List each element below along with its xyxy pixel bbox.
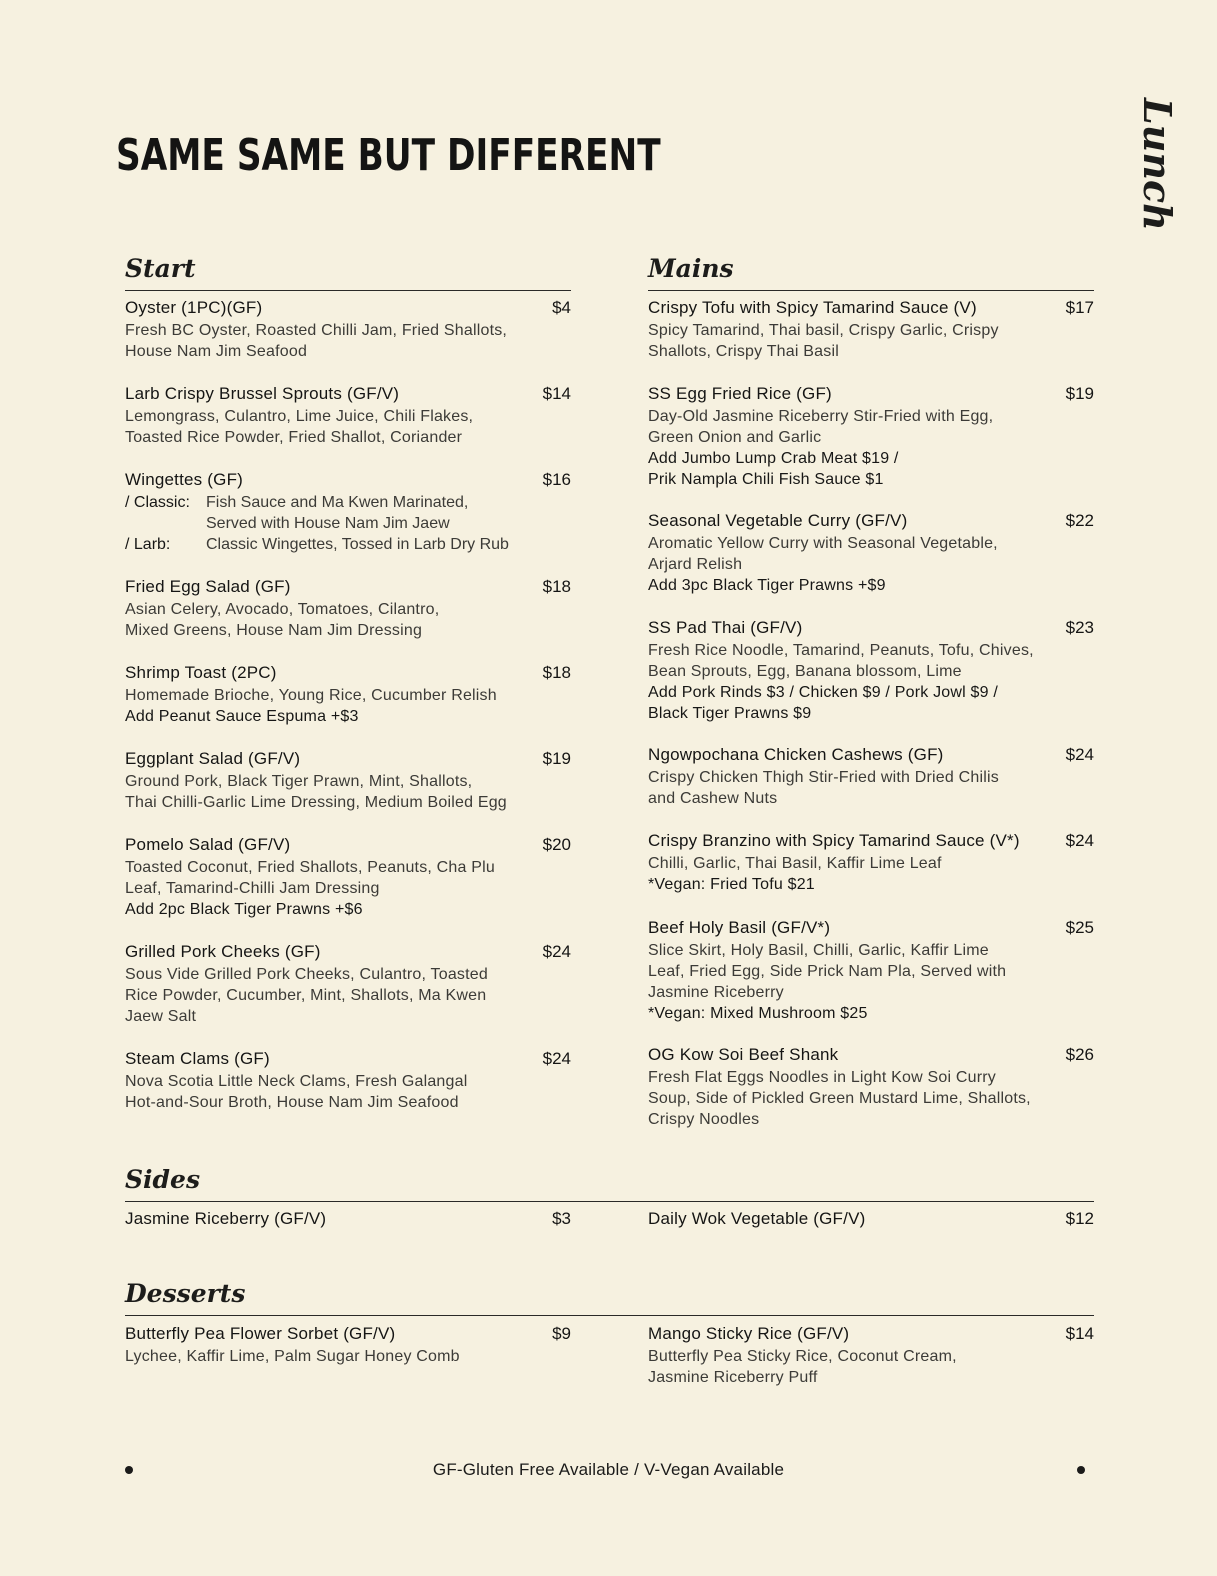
item-name: SS Egg Fried Rice (GF) — [648, 384, 832, 403]
item-price: $23 — [1065, 618, 1094, 637]
item-price: $20 — [542, 835, 571, 854]
item-name: Mango Sticky Rice (GF/V) — [648, 1324, 850, 1343]
menu-type-text: Lunch — [1135, 98, 1180, 231]
item-name: OG Kow Soi Beef Shank — [648, 1045, 839, 1064]
item-name: Fried Egg Salad (GF) — [125, 577, 291, 596]
menu-item-grilled-pork-cheeks — [125, 940, 571, 1027]
menu-item-vegetable-curry — [648, 509, 1094, 596]
section-title-start: Start — [125, 254, 196, 283]
item-addon: Add 3pc Black Tiger Prawns +$9 — [648, 577, 886, 594]
item-price: $19 — [542, 749, 571, 768]
option-label: / Classic: — [125, 494, 190, 511]
item-description: Butterfly Pea Sticky Rice, Coconut Cream, Jasmine Riceberry Puff — [648, 1348, 957, 1386]
item-name: Beef Holy Basil (GF/V*) — [648, 918, 831, 937]
section-divider-start — [125, 290, 571, 291]
menu-item-pad-thai — [648, 616, 1094, 724]
item-description: Fresh Flat Eggs Noodles in Light Kow Soi Curry Soup, Side of Pickled Green Mustard Lime, Shallots, Crispy Noodles — [648, 1069, 1031, 1128]
item-description: Nova Scotia Little Neck Clams, Fresh Galangal Hot-and-Sour Broth, House Nam Jim Seafood — [125, 1073, 468, 1111]
item-price: $3 — [552, 1209, 571, 1228]
section-divider-desserts — [125, 1315, 1094, 1316]
item-description: Spicy Tamarind, Thai basil, Crispy Garlic, Crispy Shallots, Crispy Thai Basil — [648, 322, 999, 360]
item-price: $9 — [552, 1324, 571, 1343]
item-name: Steam Clams (GF) — [125, 1049, 270, 1068]
item-name: Larb Crispy Brussel Sprouts (GF/V) — [125, 384, 400, 403]
item-description: Lychee, Kaffir Lime, Palm Sugar Honey Comb — [125, 1348, 460, 1365]
item-price: $18 — [542, 577, 571, 596]
item-description: Day-Old Jasmine Riceberry Stir-Fried with Egg, Green Onion and Garlic — [648, 408, 994, 446]
item-description: Sous Vide Grilled Pork Cheeks, Culantro, Toasted Rice Powder, Cucumber, Mint, Shallots, Ma Kwen Jaew Salt — [125, 966, 488, 1025]
menu-item-oyster — [125, 296, 571, 362]
item-description: Chilli, Garlic, Thai Basil, Kaffir Lime Leaf — [648, 855, 942, 872]
item-description: Crispy Chicken Thigh Stir-Fried with Dried Chilis and Cashew Nuts — [648, 769, 999, 807]
item-name: Jasmine Riceberry (GF/V) — [125, 1209, 327, 1228]
item-name: Eggplant Salad (GF/V) — [125, 749, 301, 768]
item-addon: Add Peanut Sauce Espuma +$3 — [125, 708, 359, 725]
item-price: $24 — [542, 1049, 571, 1068]
item-addon: Add Pork Rinds $3 / Chicken $9 / Pork Jowl $9 / Black Tiger Prawns $9 — [648, 684, 999, 722]
item-addon: *Vegan: Fried Tofu $21 — [648, 876, 815, 893]
restaurant-name: SAME SAME BUT DIFFERENT — [116, 130, 661, 181]
menu-item-crispy-branzino — [648, 829, 1094, 895]
item-name: Ngowpochana Chicken Cashews (GF) — [648, 745, 944, 764]
item-price: $17 — [1065, 298, 1094, 317]
section-title-desserts: Desserts — [125, 1279, 246, 1308]
menu-item-kow-soi — [648, 1043, 1094, 1130]
menu-item-crispy-tofu — [648, 296, 1094, 362]
menu-item-shrimp-toast — [125, 661, 571, 727]
menu-item-wingettes — [125, 468, 571, 555]
item-description: Asian Celery, Avocado, Tomatoes, Cilantro, Mixed Greens, House Nam Jim Dressing — [125, 601, 440, 639]
menu-item-larb-brussel-sprouts — [125, 382, 571, 448]
item-price: $19 — [1065, 384, 1094, 403]
item-price: $24 — [542, 942, 571, 961]
item-description: Fresh BC Oyster, Roasted Chilli Jam, Fried Shallots, House Nam Jim Seafood — [125, 322, 508, 360]
section-title-sides: Sides — [125, 1165, 201, 1194]
item-addon: Add Jumbo Lump Crab Meat $19 / Prik Nampla Chili Fish Sauce $1 — [648, 450, 899, 488]
menu-item-mango-sticky-rice — [648, 1322, 1094, 1388]
item-price: $24 — [1065, 831, 1094, 850]
item-name: Crispy Branzino with Spicy Tamarind Sauce (V*) — [648, 831, 1020, 850]
menu-item-steam-clams — [125, 1047, 571, 1113]
menu-type-label — [1122, 96, 1182, 231]
item-name: SS Pad Thai (GF/V) — [648, 618, 803, 637]
item-price: $4 — [552, 298, 571, 317]
item-price: $12 — [1065, 1209, 1094, 1228]
item-description: Toasted Coconut, Fried Shallots, Peanuts, Cha Plu Leaf, Tamarind-Chilli Jam Dressing — [125, 859, 496, 897]
item-description: Aromatic Yellow Curry with Seasonal Vegetable, Arjard Relish — [648, 535, 998, 573]
item-addon: Add 2pc Black Tiger Prawns +$6 — [125, 901, 363, 918]
menu-item-jasmine-riceberry — [125, 1207, 571, 1231]
item-description: Lemongrass, Culantro, Lime Juice, Chili Flakes, Toasted Rice Powder, Fried Shallot, Coriander — [125, 408, 474, 446]
item-name: Wingettes (GF) — [125, 470, 244, 489]
item-price: $16 — [542, 470, 571, 489]
item-description: Ground Pork, Black Tiger Prawn, Mint, Shallots, Thai Chilli-Garlic Lime Dressing, Medium Boiled Egg — [125, 773, 507, 811]
item-description: Homemade Brioche, Young Rice, Cucumber Relish — [125, 687, 497, 704]
dietary-legend: GF-Gluten Free Available / V-Vegan Available — [432, 1460, 785, 1479]
item-price: $18 — [542, 663, 571, 682]
option-label: / Larb: — [125, 536, 171, 553]
footer-bullet-right — [1077, 1466, 1085, 1474]
item-price: $25 — [1065, 918, 1094, 937]
item-price: $26 — [1065, 1045, 1094, 1064]
menu-item-egg-fried-rice — [648, 382, 1094, 490]
item-name: Shrimp Toast (2PC) — [125, 663, 277, 682]
menu-item-daily-wok-vegetable — [648, 1207, 1094, 1231]
item-price: $14 — [1065, 1324, 1094, 1343]
item-name: Daily Wok Vegetable (GF/V) — [648, 1209, 866, 1228]
section-title-mains: Mains — [648, 254, 734, 283]
item-option-classic: / Classic: Fish Sauce and Ma Kwen Marinated, Served with House Nam Jim Jaew — [125, 494, 469, 532]
item-name: Butterfly Pea Flower Sorbet (GF/V) — [125, 1324, 396, 1343]
item-description: Slice Skirt, Holy Basil, Chilli, Garlic, Kaffir Lime Leaf, Fried Egg, Side Prick Nam Pla, Served with Jasmine Riceberry — [648, 942, 1007, 1001]
item-name: Crispy Tofu with Spicy Tamarind Sauce (V) — [648, 298, 977, 317]
item-name: Seasonal Vegetable Curry (GF/V) — [648, 511, 908, 530]
item-addon: *Vegan: Mixed Mushroom $25 — [648, 1005, 868, 1022]
item-price: $22 — [1065, 511, 1094, 530]
section-divider-sides — [125, 1201, 1094, 1202]
menu-item-eggplant-salad — [125, 747, 571, 813]
item-price: $24 — [1065, 745, 1094, 764]
item-price: $14 — [542, 384, 571, 403]
item-name: Grilled Pork Cheeks (GF) — [125, 942, 321, 961]
item-description: Fresh Rice Noodle, Tamarind, Peanuts, Tofu, Chives, Bean Sprouts, Egg, Banana blossom, Lime — [648, 642, 1034, 680]
menu-item-butterfly-pea-sorbet — [125, 1322, 571, 1367]
item-name: Pomelo Salad (GF/V) — [125, 835, 291, 854]
section-divider-mains — [648, 290, 1094, 291]
menu-item-beef-holy-basil — [648, 916, 1094, 1024]
menu-item-pomelo-salad — [125, 833, 571, 920]
menu-item-chicken-cashews — [648, 743, 1094, 809]
item-option-larb: / Larb: Classic Wingettes, Tossed in Larb Dry Rub — [125, 536, 509, 553]
item-name: Oyster (1PC)(GF) — [125, 298, 263, 317]
menu-item-fried-egg-salad — [125, 575, 571, 641]
